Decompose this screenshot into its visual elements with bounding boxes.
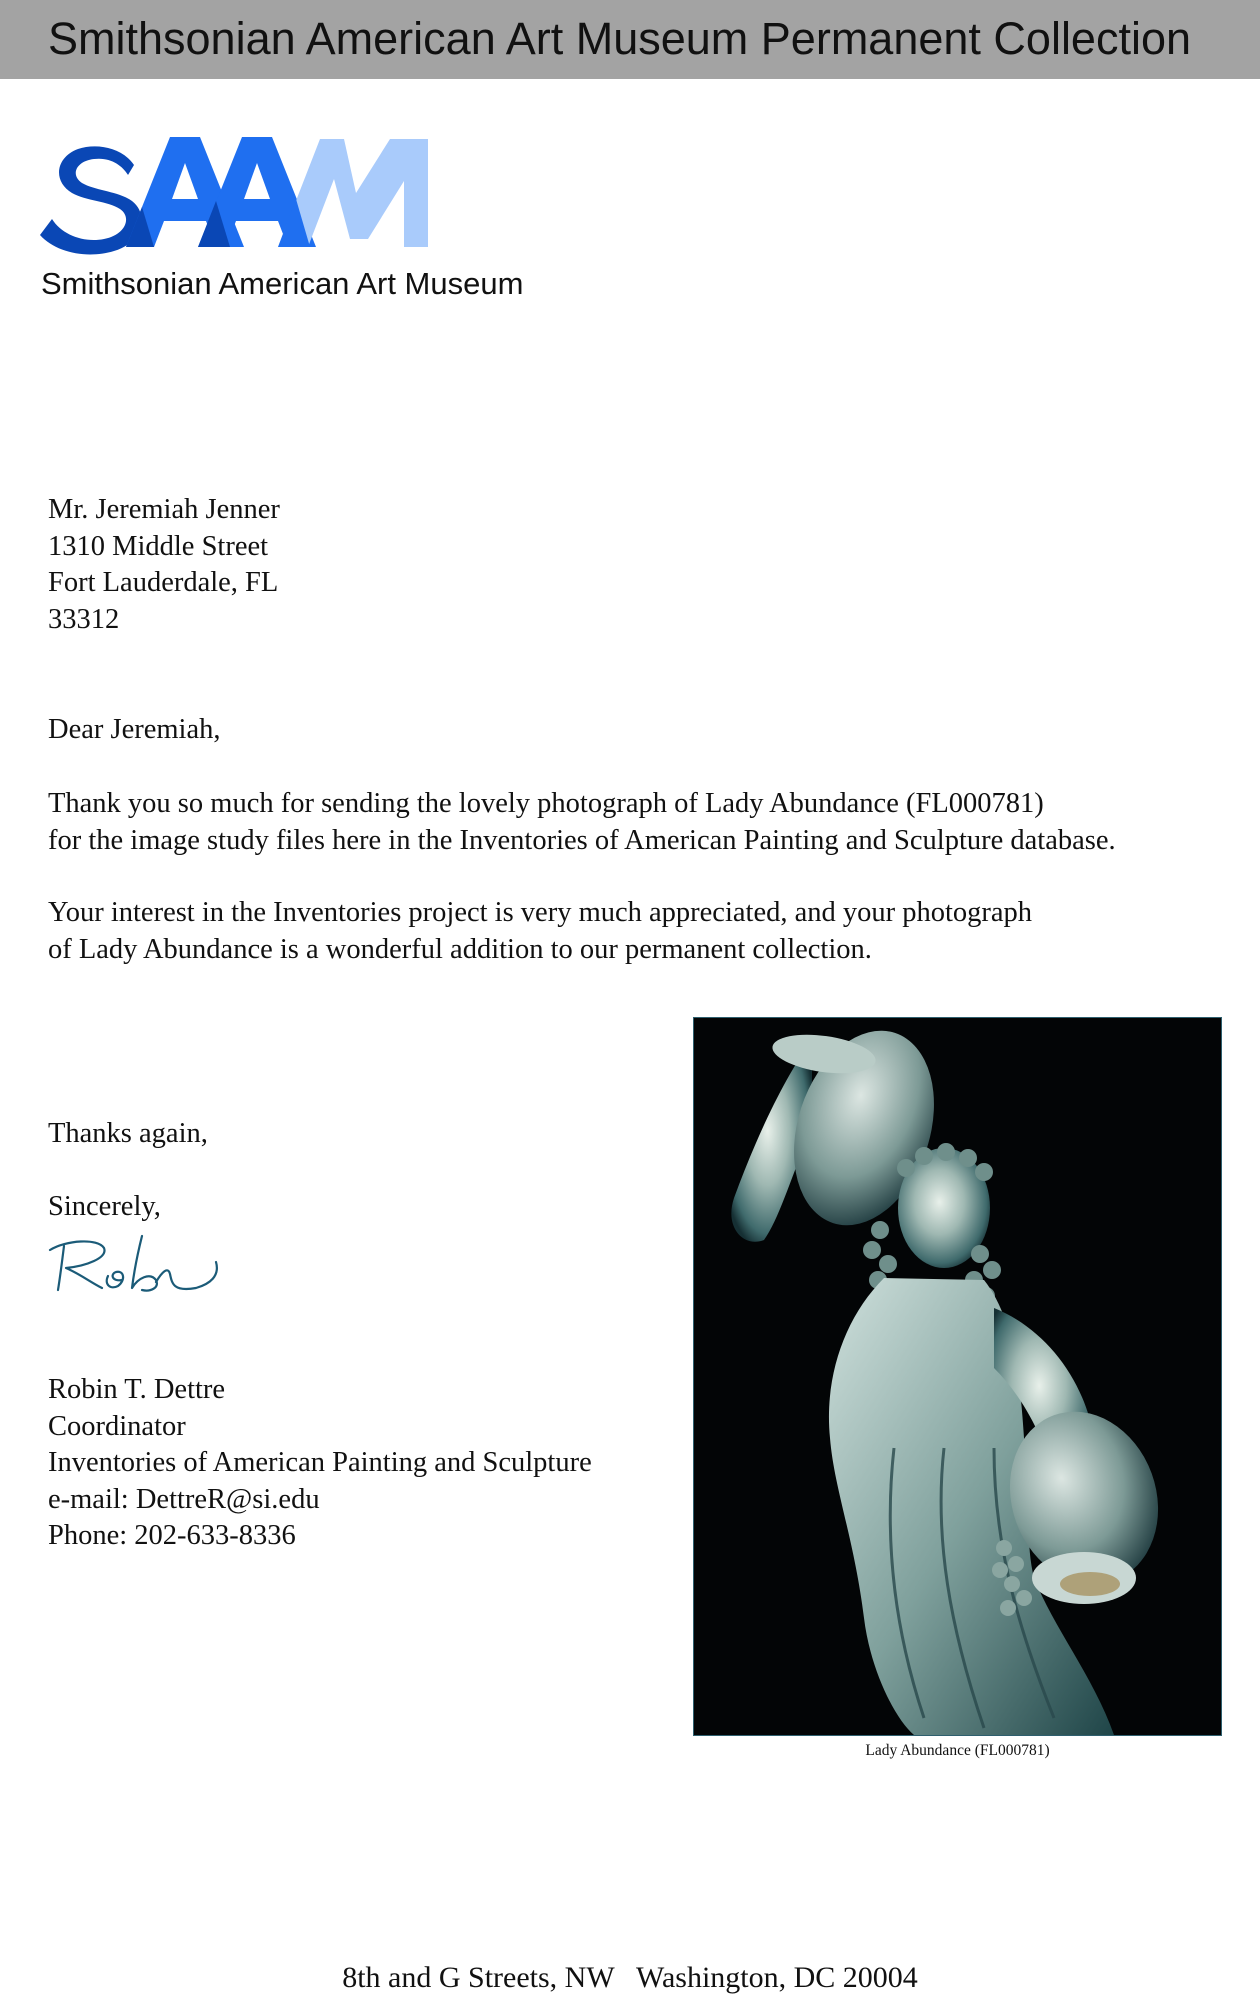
logo-letter-s bbox=[40, 146, 142, 254]
signer-department: Inventories of American Painting and Sculpture bbox=[48, 1447, 592, 1479]
header-banner bbox=[0, 0, 1260, 79]
paragraph-line: for the image study files here in the Inventories of American Painting and Sculpture database. bbox=[48, 824, 1116, 856]
address-line: 33312 bbox=[48, 603, 120, 635]
handwritten-signature bbox=[46, 1232, 226, 1300]
banner-title: Smithsonian American Art Museum Permanent Collection bbox=[48, 13, 1192, 64]
signer-block bbox=[48, 1372, 592, 1555]
thanks-line: Thanks again, bbox=[48, 1118, 208, 1149]
paragraph-1 bbox=[48, 786, 1116, 859]
closing-line: Sincerely, bbox=[48, 1191, 161, 1222]
signer-title: Coordinator bbox=[48, 1410, 186, 1442]
address-line: Mr. Jeremiah Jenner bbox=[48, 494, 280, 525]
signer-name: Robin T. Dettre bbox=[48, 1374, 226, 1405]
address-line: 1310 Middle Street bbox=[48, 530, 269, 562]
logo-subtitle: Smithsonian American Art Museum bbox=[41, 266, 524, 301]
paragraph-2 bbox=[48, 895, 1032, 968]
signer-phone: Phone: 202-633-8336 bbox=[48, 1520, 296, 1552]
paragraph-line: of Lady Abundance is a wonderful addition to our permanent collection. bbox=[48, 933, 872, 965]
address-line: Fort Lauderdale, FL bbox=[48, 567, 279, 599]
paragraph-line: Your interest in the Inventories project is very much appreciated, and your photograph bbox=[48, 897, 1033, 928]
paragraph-line: Thank you so much for sending the lovely photograph of Lady Abundance (FL000781) bbox=[48, 788, 1044, 819]
signer-email: e-mail: DettreR@si.edu bbox=[48, 1483, 320, 1515]
statue-photograph bbox=[693, 1017, 1222, 1736]
recipient-address bbox=[48, 492, 280, 638]
saam-logo bbox=[38, 135, 428, 255]
salutation: Dear Jeremiah, bbox=[48, 714, 221, 745]
photo-caption: Lady Abundance (FL000781) bbox=[865, 1742, 1050, 1759]
footer-address: 8th and G Streets, NW Washington, DC 20004 bbox=[342, 1961, 918, 1994]
